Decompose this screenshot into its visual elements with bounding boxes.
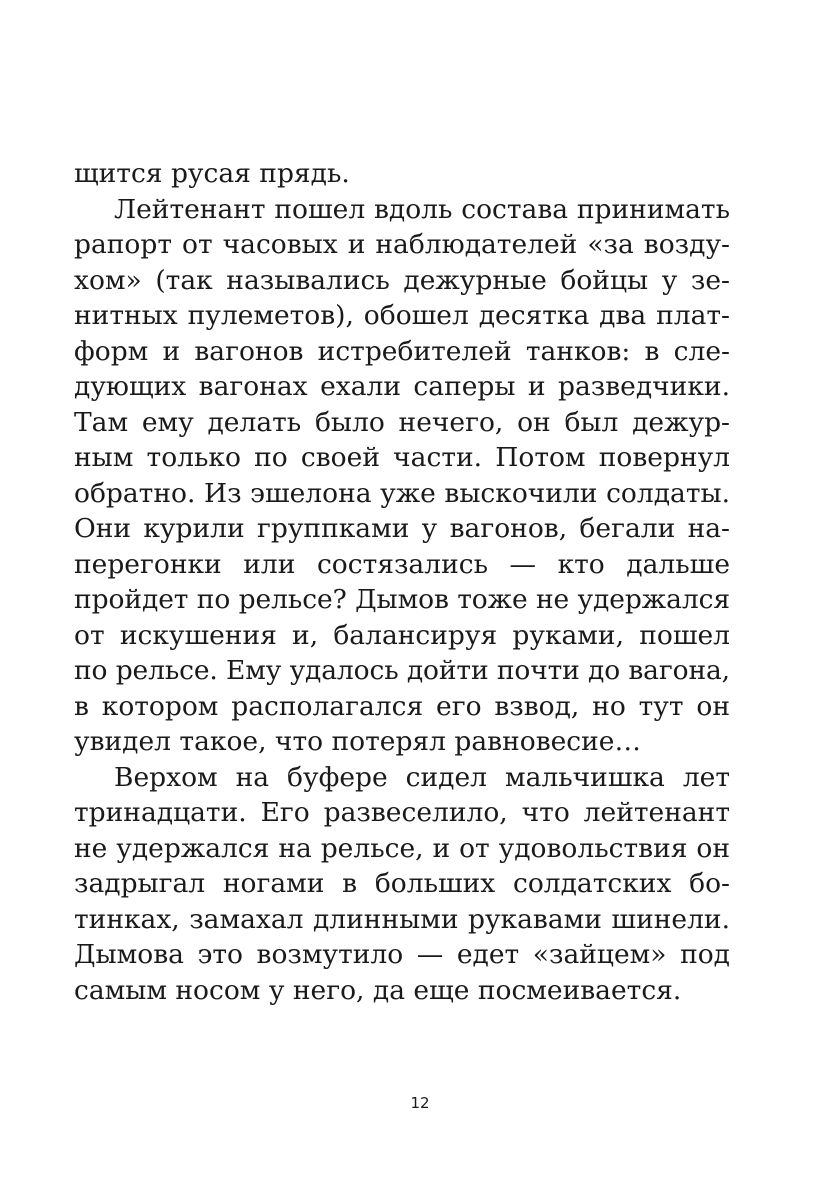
text-line: хом» (так назывались дежурные бойцы у зе- <box>74 264 730 296</box>
text-line: нитных пулеметов), обошел десятка два плат- <box>74 300 730 331</box>
text-line: от искушения и, балансируя руками, пошел <box>74 619 730 651</box>
text-line: задрыгал ногами в больших солдатских бо- <box>74 868 730 899</box>
text-line: Там ему делать было нечего, он был дежур- <box>74 406 730 438</box>
body-text <box>74 156 730 1008</box>
text-line: рапорт от часовых и наблюдателей «за возду- <box>74 229 730 260</box>
text-line: Они курили группками у вагонов, бегали на- <box>74 513 730 544</box>
text-line: перегонки или состязались — кто дальше <box>74 548 730 580</box>
text-line: увидел такое, что потерял равновесие… <box>74 726 641 757</box>
text-line: Дымова это возмутило — едет «зайцем» под <box>74 939 730 970</box>
text-line: ным только по своей части. Потом повернул <box>74 442 730 473</box>
text-line: Лейтенант пошел вдоль состава принимать <box>114 193 730 225</box>
text-line: пройдет по рельсе? Дымов тоже не удержался <box>74 584 730 615</box>
text-line: не удержался на рельсе, и от удовольствия он <box>74 832 730 864</box>
text-line: тинках, замахал длинными рукавами шинели. <box>74 903 730 935</box>
text-line: в котором располагался его взвод, но тут он <box>74 690 730 722</box>
text-line: форм и вагонов истребителей танков: в сле- <box>74 335 730 367</box>
text-line: Верхом на буфере сидел мальчишка лет <box>114 761 730 793</box>
text-line: щится русая прядь. <box>74 158 350 189</box>
text-line: самым носом у него, да еще посмеивается. <box>74 974 682 1006</box>
text-line: тринадцати. Его развеселило, что лейтенант <box>74 797 730 828</box>
page-number: 12 <box>410 1094 430 1112</box>
text-line: дующих вагонах ехали саперы и разведчики. <box>74 371 730 402</box>
text-line: обратно. Из эшелона уже выскочили солдаты. <box>74 477 730 509</box>
text-line: по рельсе. Ему удалось дойти почти до вагона, <box>74 655 730 686</box>
